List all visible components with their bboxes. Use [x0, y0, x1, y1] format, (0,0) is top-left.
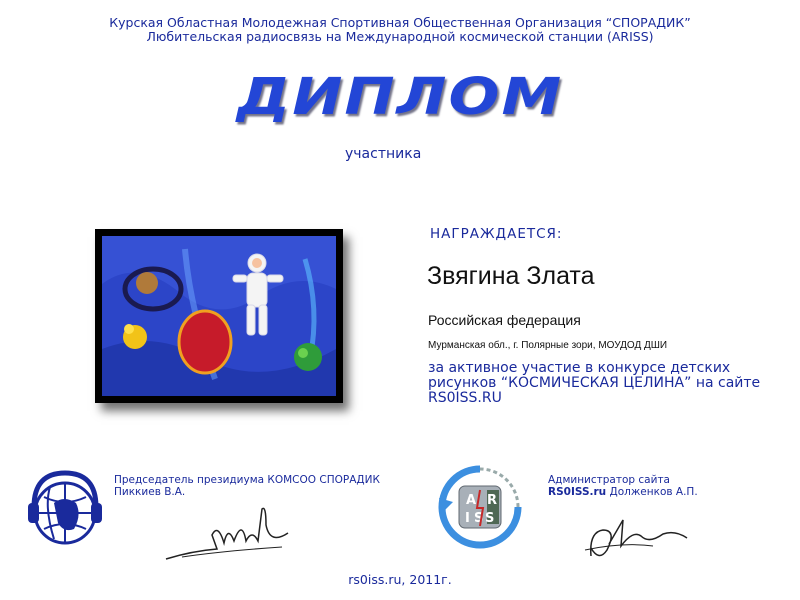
right-signatory-title — [548, 474, 788, 498]
left-signature-image — [162, 495, 297, 567]
sporadic-logo-icon — [24, 467, 106, 551]
right-signatory-name: Долженков А.П. — [609, 486, 698, 498]
ariss-letter-s2: S — [485, 511, 495, 526]
diploma-title: ДИПЛОМ — [236, 67, 564, 127]
left-signatory-title: Председатель президиума КОМСОО СПОРАДИК Пиккиев В.А. — [114, 474, 380, 498]
header-line-2: Любительская радиосвязь на Международной космической станции (ARISS) — [146, 29, 654, 44]
diploma-subtitle: участника — [345, 146, 422, 162]
ariss-logo-icon — [437, 464, 523, 550]
ariss-letter-s1: S — [474, 511, 484, 526]
recipient-country: Российская федерация — [428, 312, 581, 328]
header-line-1: Курская Областная Молодежная Спортивная Общественная Организация “СПОРАДИК” — [109, 15, 691, 30]
ariss-letter-a: A — [466, 493, 477, 508]
recipient-name: Звягина Злата — [427, 262, 595, 290]
award-reason: за активное участие в конкурсе детских рисунков “КОСМИЧЕСКАЯ ЦЕЛИНА” на сайте RS0ISS.RU — [428, 360, 761, 406]
painting-frame — [95, 229, 343, 403]
ariss-letter-r: R — [487, 493, 498, 508]
ariss-letter-i: I — [465, 511, 470, 526]
footer-text: rs0iss.ru, 2011г. — [348, 572, 452, 587]
recipient-address: Мурманская обл., г. Полярные зори, МОУДОД ДШИ — [428, 340, 668, 351]
awarded-label: НАГРАЖДАЕТСЯ: — [430, 226, 563, 242]
right-signatory-site: RS0ISS.ru — [548, 486, 607, 498]
painting-image — [95, 229, 343, 403]
right-signature-image — [583, 506, 693, 566]
right-signatory-role: Администратор сайта — [548, 474, 670, 486]
